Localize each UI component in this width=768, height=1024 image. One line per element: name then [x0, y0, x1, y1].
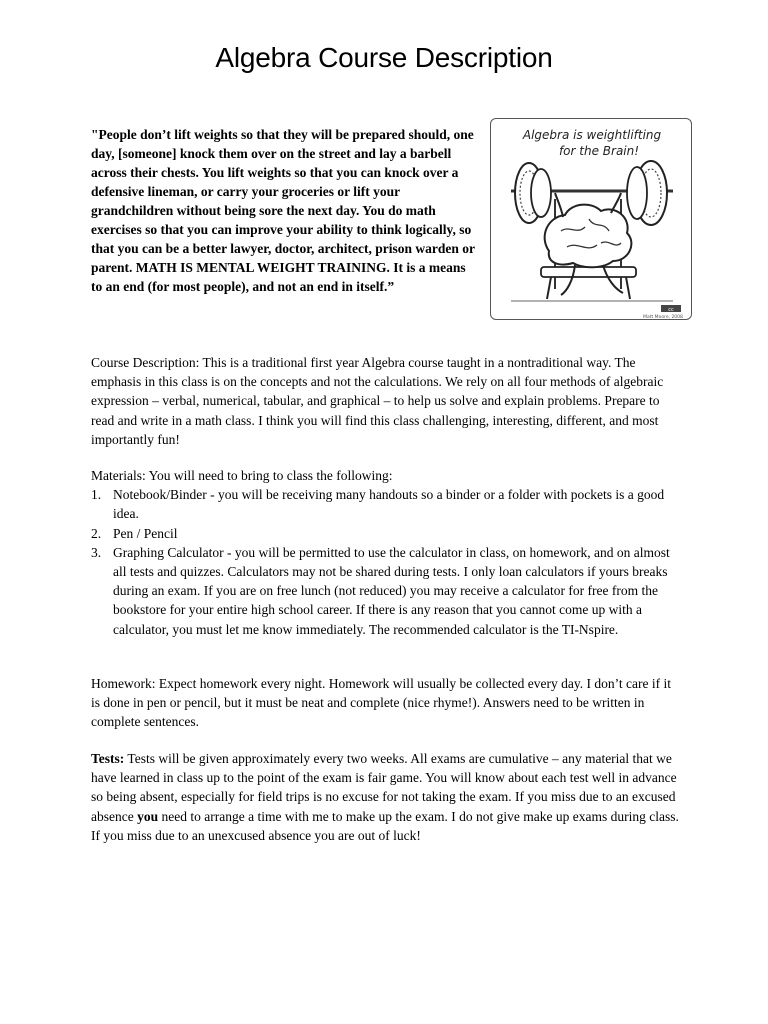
- course-description-heading: Course Description: [91, 355, 196, 370]
- list-item-number: 1.: [91, 487, 102, 503]
- list-item-text: Notebook/Binder - you will be receiving many handouts so a binder or a folder with pockets is a good idea.: [113, 487, 665, 522]
- page-title: Algebra Course Description: [215, 42, 553, 73]
- list-item-text: Pen / Pencil: [113, 525, 178, 541]
- materials-heading: Materials: [91, 468, 142, 483]
- quote-paragraph: "People don’t lift weights so that they will be prepared should, one day, [someone] knock them over on the street and lay a barbell across their chests. You lift weights so that you can knock over a defensive lineman, or carry your groceries or lift your grandchildren without being sore the next day. You do math exercises so that you can improve your ability to think logically, so that you can be a better lawyer, doctor, architect, prison warden or parent. MATH IS MENTAL WEIGHT TRAINING. It is a means to an end (for most people), and not an end in itself.”: [91, 127, 475, 294]
- homework-heading: Homework: [91, 676, 152, 691]
- homework-text: : Expect homework every night. Homework will usually be collected every day. I don’t care if it is done in pen or pencil, but it must be neat and complete (nice rhyme!). Answers need to be written in complete sentences.: [91, 676, 671, 730]
- materials-intro: : You will need to bring to class the following:: [141, 468, 393, 483]
- list-item-number: 3.: [91, 544, 102, 560]
- materials-section: [91, 466, 681, 639]
- tests-text-before: Tests will be given approximately every two weeks. All exams are cumulative – any material that we have learned in class up to the point of the exam is fair game. You will know about each test well in advance so being absent, especially for field trips is no excuse for not taking the exam. If you miss due to an excused absence: [91, 751, 677, 824]
- list-item: [91, 485, 681, 523]
- list-item-text: Graphing Calculator - you will be permitted to use the calculator in class, on homework, and on almost all tests and quizzes. Calculators may not be shared during tests. I only loan calculators if yours breaks during an exam. If you are on free lunch (not reduced) you may receive a calculator for free from the bookstore for your entire high school career. If there is any reason that you cannot come up with a calculator, you must let me know immediately. The recommended calculator is the TI-Nspire.: [113, 544, 670, 637]
- list-item: [91, 524, 681, 543]
- cartoon-illustration: [490, 118, 692, 320]
- course-description-text: : This is a traditional first year Algebra course taught in a nontraditional way. The emphasis in this class is on the concepts and not the calculations. We rely on all four methods of algebraic expression – verbal, numerical, tabular, and graphical – to help us solve and explain problems. Prepare to read and write in a math class. I think you will find this class challenging, interesting, different, and most importantly fun!: [91, 355, 664, 447]
- list-item-number: 2.: [91, 525, 102, 541]
- license-badge-text: cc: [668, 307, 674, 313]
- cartoon-caption-line1: Algebra is weightlifting: [522, 128, 662, 142]
- tests-section: [91, 749, 681, 845]
- list-item: [91, 543, 681, 639]
- tests-text-after: need to arrange a time with me to make up the exam. I do not give make up exams during class. If you miss due to an unexcused absence you are out of luck!: [91, 808, 679, 843]
- course-description-section: [91, 353, 681, 449]
- tests-emphasis: you: [137, 808, 159, 824]
- tests-heading: Tests:: [91, 751, 125, 766]
- brain-weightlifting-drawing: [491, 119, 692, 320]
- materials-list: [91, 485, 681, 639]
- homework-section: [91, 674, 681, 732]
- cartoon-caption-line2: for the Brain!: [558, 144, 640, 158]
- cartoon-signature: Matt Moore, 2008: [643, 315, 683, 320]
